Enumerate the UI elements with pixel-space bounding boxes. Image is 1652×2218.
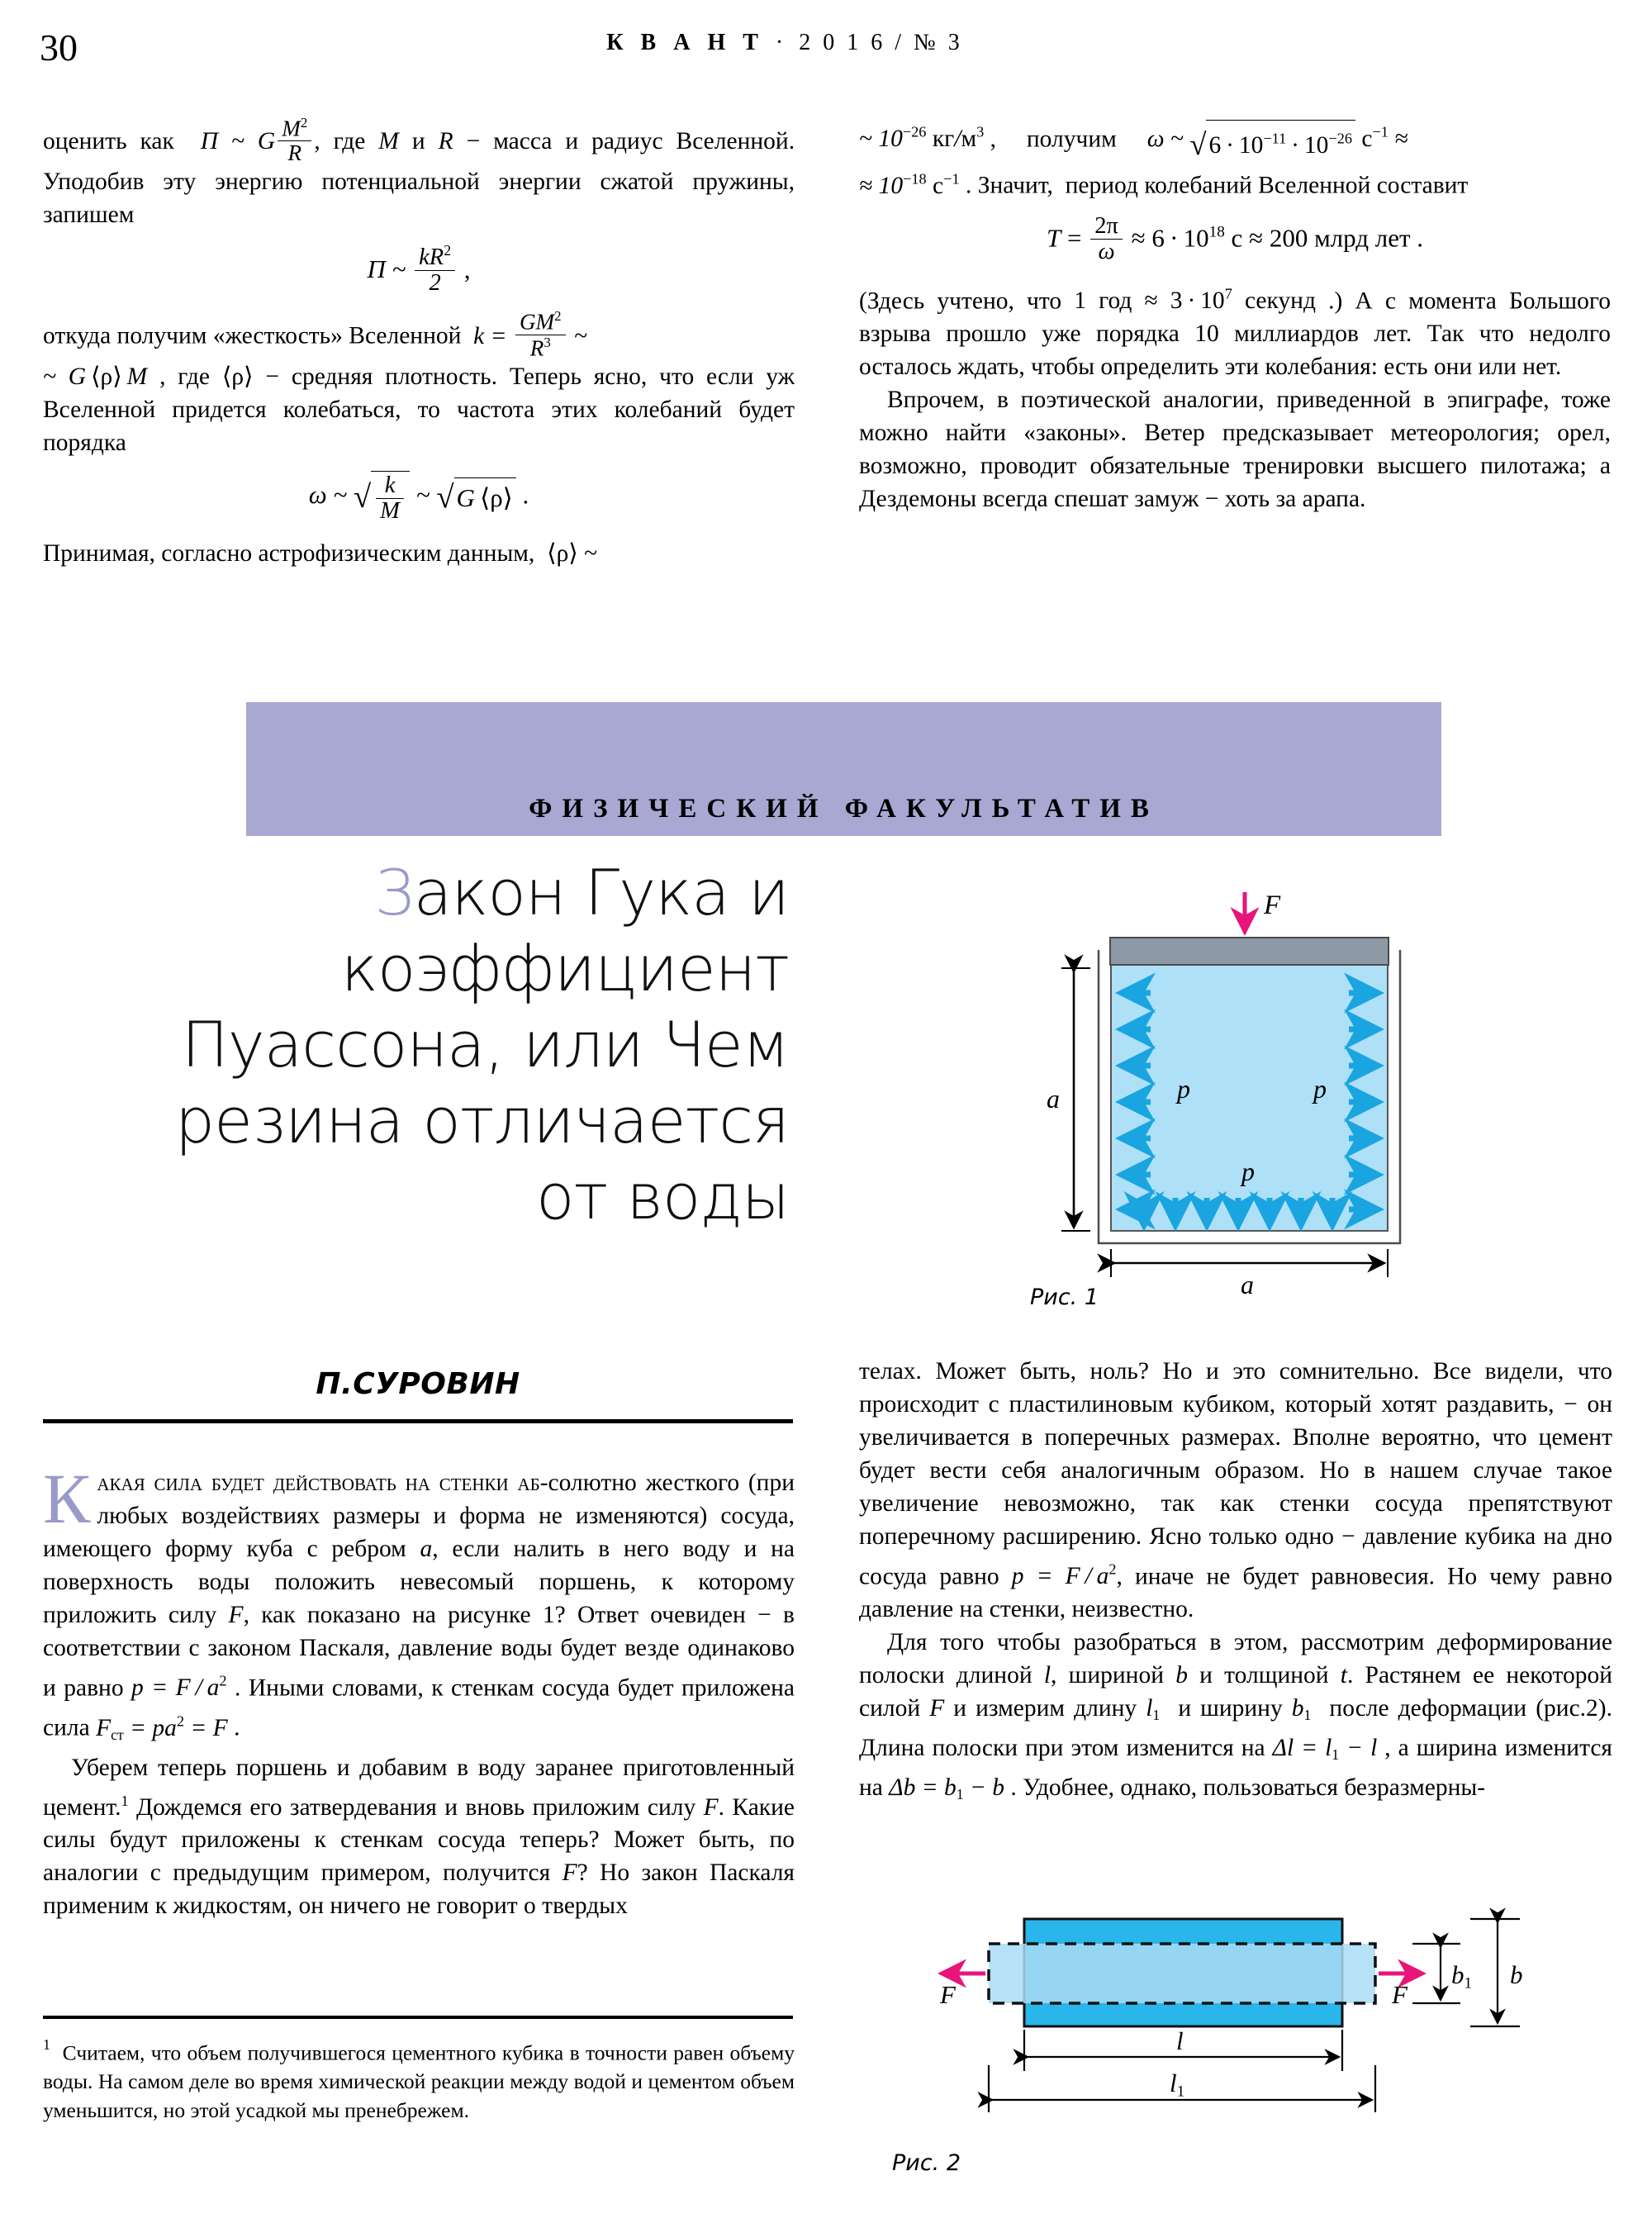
lead-smallcaps: акая сила будет действовать на стенки аб- <box>97 1470 548 1496</box>
paragraph-estimate <box>43 116 795 231</box>
section-banner-label: ФИЗИЧЕСКИЙ ФАКУЛЬТАТИВ <box>529 794 1159 824</box>
paragraph-plasticine: телах. Может быть, ноль? Но и это сомнительно. Все видели, что происходит с пластилиновым кубиком, который хотят раздавить, − он увеличивается в поперечных размерах. Вполне вероятно, что цемент будет вести себя аналогичным образом. Но в нашем случае такое увеличение невозможно, так как стенки сосуда препятствуют поперечному расширению. Ясно только одно − давление кубика на дно сосуда равно $p = F / a^2$, иначе не будет равновесия. Но чему равно давление на стенки, неизвестно. <box>859 1358 1612 1623</box>
text-run: получим <box>1026 126 1117 153</box>
inline-equation-pi-gm2r: П ~ G $\frac{M^2}{R}$ <box>201 128 315 154</box>
title-line-4: резина отличается <box>174 1084 789 1157</box>
article-title <box>41 855 789 1235</box>
paragraph-lead: Какая сила будет действовать на стенки аб-солютно жесткого (при любых воздействиях размеры и форма не изменяются) сосуда, имеющего форму куба с ребром a, если налить в него воду и на поверхность воды положить невесомый поршень, к которому приложить силу F, как показано на рисунке 1? Ответ очевиден − в соответствии с законом Паскаля, давление воды будет везде одинаково и равно $p = F / a^2$ . Иными словами, к стенкам сосуда будет приложена сила $F_{ст} = pa^2 = F$ . <box>43 1459 795 1743</box>
text-run: − средняя плотность. Теперь ясно, что если уж Вселенной придется колебаться, то частота этих колебаний будет порядка <box>43 363 795 456</box>
figure-2 <box>892 1896 1635 2218</box>
inline-equation-p-fa2-b: $p = F / a^2$ <box>1011 1561 1117 1590</box>
body-left-column <box>43 1459 795 1922</box>
equation-omega: ω ~ √ $\frac{k}{M}$ ~ √G ⟨ρ⟩ . <box>308 472 529 524</box>
symbol-M: M <box>378 128 399 155</box>
figure1-caption: Рис. 1 <box>1030 1285 1099 1310</box>
paragraph-period: ≈ $10^{-18}$ $с^{-1}$ . Значит, период колебаний Вселенной составит <box>859 170 1469 199</box>
figure2-dim-l-label: l <box>1176 2026 1184 2055</box>
section-banner <box>246 702 1441 836</box>
figure1-pressure-label-right: p <box>1313 1074 1327 1104</box>
inline-equation-fst: $F_{ст} = pa^2 = F$ <box>96 1712 228 1743</box>
figure2-dim-b1-label: $b_1$ <box>1451 1960 1473 1992</box>
figure2-dim-l1-label: $l_1$ <box>1170 2068 1185 2101</box>
text-run: , где <box>159 363 210 390</box>
figure1-dim-horizontal-label: a <box>1241 1270 1254 1299</box>
text-run: − масса и радиус Вселенной. Уподобив эту энергию потенциальной энергии сжатой пружины, запишем <box>43 128 795 228</box>
paragraph-bigbang: (Здесь учтено, что 1 год ≈ $3 \cdot 10^7$ секунд .) А с момента Большого взрыва прошло уже порядка 10 миллиардов лет. Так что недолго осталось ждать, чтобы определить эти колебания: есть они или нет. <box>859 285 1611 381</box>
title-dropcap-letter: З <box>374 856 414 929</box>
footnote-divider <box>43 2016 793 2019</box>
text-run: , где <box>314 128 366 155</box>
inline-equation-k: k = $\frac{GM^2}{R^3}$ ~ <box>473 308 587 360</box>
figure1-force-label: F <box>1264 891 1281 920</box>
page-number: 30 <box>40 26 78 69</box>
inline-equation-omega-numeric: ω ~ √ $6 \cdot 10^{-11} \cdot 10^{-26}$ $с^{-1}$ ≈ <box>1147 126 1408 152</box>
figure2-force-label-left: F <box>940 1980 956 2009</box>
figure2-dim-b-label: b <box>1510 1960 1523 1989</box>
footnote <box>43 2030 795 2125</box>
symbol-mean-density: ⟨ρ⟩ <box>221 363 254 390</box>
title-line-3: Пуассона, или Чем <box>181 1008 789 1081</box>
paragraph-density-value: ~ $10^{-26}$ $кг/м^3$ , получим ω ~ √ $6 \cdot 10^{-11} \cdot 10^{-26}$ $с^{-1}$ ≈ <box>859 116 1611 162</box>
text-run: оценить как <box>43 128 174 155</box>
body-right-column <box>859 1355 1612 1811</box>
symbol-R: R <box>438 128 453 155</box>
page-header <box>0 25 1652 74</box>
figure1-pressure-label-left: p <box>1177 1074 1190 1104</box>
figure2-caption: Рис. 2 <box>892 2150 961 2176</box>
article-author: П.СУРОВИН <box>316 1367 520 1401</box>
figure1-pressure-label-bottom: p <box>1241 1156 1255 1186</box>
paragraph-stiffness <box>43 309 795 458</box>
title-line-2: коэффициент <box>340 932 789 1005</box>
piston <box>1110 938 1389 965</box>
inline-omega-result: ≈ $10^{-18}$ $с^{-1}$ <box>859 170 960 199</box>
head-separator: · <box>775 30 788 55</box>
strip-deformed <box>989 1944 1375 2003</box>
magazine-name: К В А Н Т <box>606 30 764 55</box>
figure2-force-label-right: F <box>1392 1980 1408 2009</box>
figure-1-drawing <box>1028 867 1433 1297</box>
equation-period-T: T = $\frac{2\pi}{\omega}$ ≈ $6 \cdot 10^{18}$ с ≈ 200 млрд лет . <box>1046 212 1424 264</box>
water-body <box>1111 965 1388 1231</box>
right-column-top <box>859 116 1611 515</box>
figure-1 <box>1028 867 1433 1338</box>
inline-equation-k-cont: ~ G ⟨ρ⟩ M <box>43 363 148 390</box>
text-run: и <box>411 128 425 155</box>
paragraph-accepting <box>43 537 795 570</box>
left-column-top <box>43 116 795 570</box>
magazine-running-head <box>0 30 1569 56</box>
figure1-dim-vertical-label: a <box>1047 1084 1060 1114</box>
figure-2-drawing <box>892 1896 1635 2152</box>
text-run: Принимая, согласно астрофизическим данным, <box>43 540 535 568</box>
text-run: откуда получим «жесткость» Вселенной <box>43 322 462 349</box>
issue-label: 2 0 1 6 / № 3 <box>799 30 963 55</box>
symbol-mean-density-tail: ⟨ρ⟩ ~ <box>547 540 598 568</box>
paragraph-cement: Уберем теперь поршень и добавим в воду заранее приготовленный цемент.$^1$ Дождемся его затвердевания и вновь приложим силу F. Какие силы будут приложены к стенкам сосуда теперь? Может быть, по аналогии с предыдущим примером, получится F? Но закон Паскаля применим к жидкостям, он ничего не говорит о твердых <box>43 1754 795 1920</box>
footnote-text: Считаем, что объем получившегося цементного кубика в точности равен объему воды. На самом деле во время химической реакции между водой и цементом объем уменьшится, но этой усадкой мы пренебрежем. <box>43 2040 795 2123</box>
paragraph-strip-deformation: Для того чтобы разобраться в этом, рассмотрим деформирование полоски длиной l, шириной b и толщиной t. Растянем ее некоторой силой F и измерим длину $l_1$ и ширину $b_1$ после деформации (рис.2). Длина полоски при этом изменится на $\Delta l = l_1 - l$ , а ширина изменится на $\Delta b = b_1 - b$ . Удобнее, однако, пользоваться безразмерны- <box>859 1629 1613 1803</box>
inline-density-units: ~ $10^{-26}$ $кг/м^3$ <box>859 124 985 153</box>
inline-equation-delta-b: $\Delta b = b_1 - b$ <box>889 1774 1005 1803</box>
title-line-1: акон Гука и <box>413 856 789 929</box>
inline-equation-p-fa2: $p = F / a^2$ <box>131 1673 227 1702</box>
inline-equation-delta-l: $\Delta l = l_1 - l$ <box>1272 1735 1378 1764</box>
footnote-marker: 1 <box>43 2036 50 2053</box>
paragraph-epigraph: Впрочем, в поэтической аналогии, приведенной в эпиграфе, тоже можно найти «законы». Ветер предсказывает метеорология; орел, возможно, проводит обязательные тренировки высшего пилотажа; а Дездемоны всегда спешат замуж − хоть за арапа. <box>859 387 1611 513</box>
title-line-5: от воды <box>535 1160 789 1233</box>
drop-cap: К <box>43 1459 91 1538</box>
equation-potential-energy: П ~ $\frac{kR^2}{2}$ , <box>367 241 471 297</box>
byline-divider <box>43 1419 793 1423</box>
